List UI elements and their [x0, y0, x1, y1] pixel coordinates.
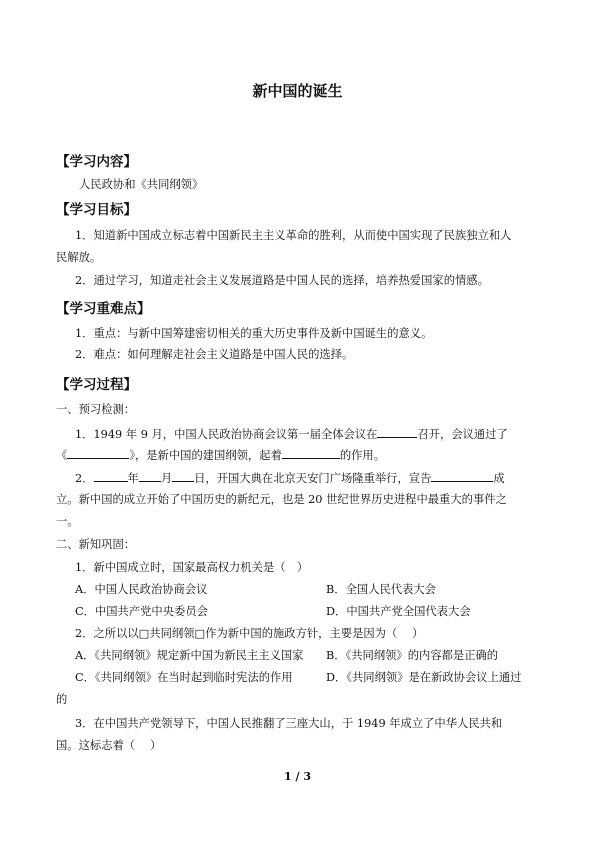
question-1: 1．新中国成立时，国家最高权力机关是（ ） — [75, 561, 309, 574]
question-2-option-d[interactable]: D．《共同纲领》是在新政协会议上通过 — [326, 671, 522, 684]
page-title: 新中国的诞生 — [252, 82, 343, 100]
fill-blank[interactable] — [94, 469, 128, 482]
section-heading-goals: 【学习目标】 — [56, 202, 137, 218]
question-2-option-b[interactable]: B．《共同纲领》的内容都是正确的 — [326, 649, 499, 662]
question-1-option-a[interactable]: A．中国人民政治协商会议 — [75, 583, 208, 596]
consolidate-heading: 二、新知巩固： — [56, 538, 136, 551]
preview-question-2-line-2: 立。新中国的成立开始了中国历史的新纪元，也是 20 世纪世界历史进程中最重大的事件之 — [56, 493, 507, 506]
goal-1-line-2: 民解放。 — [56, 251, 102, 264]
goal-1-line-1: 1．知道新中国成立标志着中国新民主主义革命的胜利，从而使中国实现了民族独立和人 — [75, 229, 512, 242]
fill-blank[interactable] — [377, 425, 417, 438]
preview-question-2-line-1: 2． 年 月 日，开国大典在北京天安门广场隆重举行，宣告 成 — [75, 469, 505, 487]
preview-question-1-line-1: 1．1949 年 9 月，中国人民政治协商会议第一届全体会议在 召开，会议通过了 — [75, 425, 508, 443]
preview-question-2-line-3: 一。 — [56, 515, 79, 528]
question-2-option-d-continued: 的 — [56, 693, 68, 706]
question-1-option-b[interactable]: B．全国人民代表大会 — [326, 583, 436, 596]
section-heading-key-points: 【学习重难点】 — [56, 301, 151, 317]
key-point-1: 1．重点：与新中国筹建密切相关的重大历史事件及新中国诞生的意义。 — [75, 327, 433, 340]
preview-question-1-line-2: 《 》，是新中国的建国纲领，起着 的作用。 — [56, 446, 385, 464]
content-text: 人民政协和《共同纲领》 — [79, 178, 204, 191]
key-point-2: 2．难点：如何理解走社会主义道路是中国人民的选择。 — [75, 348, 354, 361]
question-2: 2．之所以以□共同纲领□作为新中国的施政方针，主要是因为（ ） — [75, 627, 424, 640]
section-heading-process: 【学习过程】 — [56, 377, 137, 393]
fill-blank[interactable] — [282, 446, 340, 459]
question-2-option-c[interactable]: C．《共同纲领》在当时起到临时宪法的作用 — [75, 671, 293, 684]
preview-heading: 一、预习检测： — [56, 403, 136, 416]
question-3-line-2: 国。这标志着（ ） — [56, 739, 162, 752]
question-1-option-d[interactable]: D．中国共产党全国代表大会 — [326, 605, 471, 618]
fill-blank[interactable] — [67, 446, 129, 459]
fill-blank[interactable] — [431, 469, 493, 482]
fill-blank[interactable] — [139, 469, 161, 482]
question-1-option-c[interactable]: C．中国共产党中央委员会 — [75, 605, 208, 618]
question-2-option-a[interactable]: A．《共同纲领》规定新中国为新民主主义国家 — [75, 649, 304, 662]
fill-blank[interactable] — [172, 469, 194, 482]
page-number: 1 / 3 — [284, 770, 311, 783]
section-heading-content: 【学习内容】 — [56, 154, 137, 170]
goal-2: 2．通过学习，知道走社会主义发展道路是中国人民的选择，培养热爱国家的情感。 — [75, 274, 489, 287]
question-3-line-1: 3．在中国共产党领导下，中国人民推翻了三座大山，于 1949 年成立了中华人民共和 — [75, 717, 503, 730]
